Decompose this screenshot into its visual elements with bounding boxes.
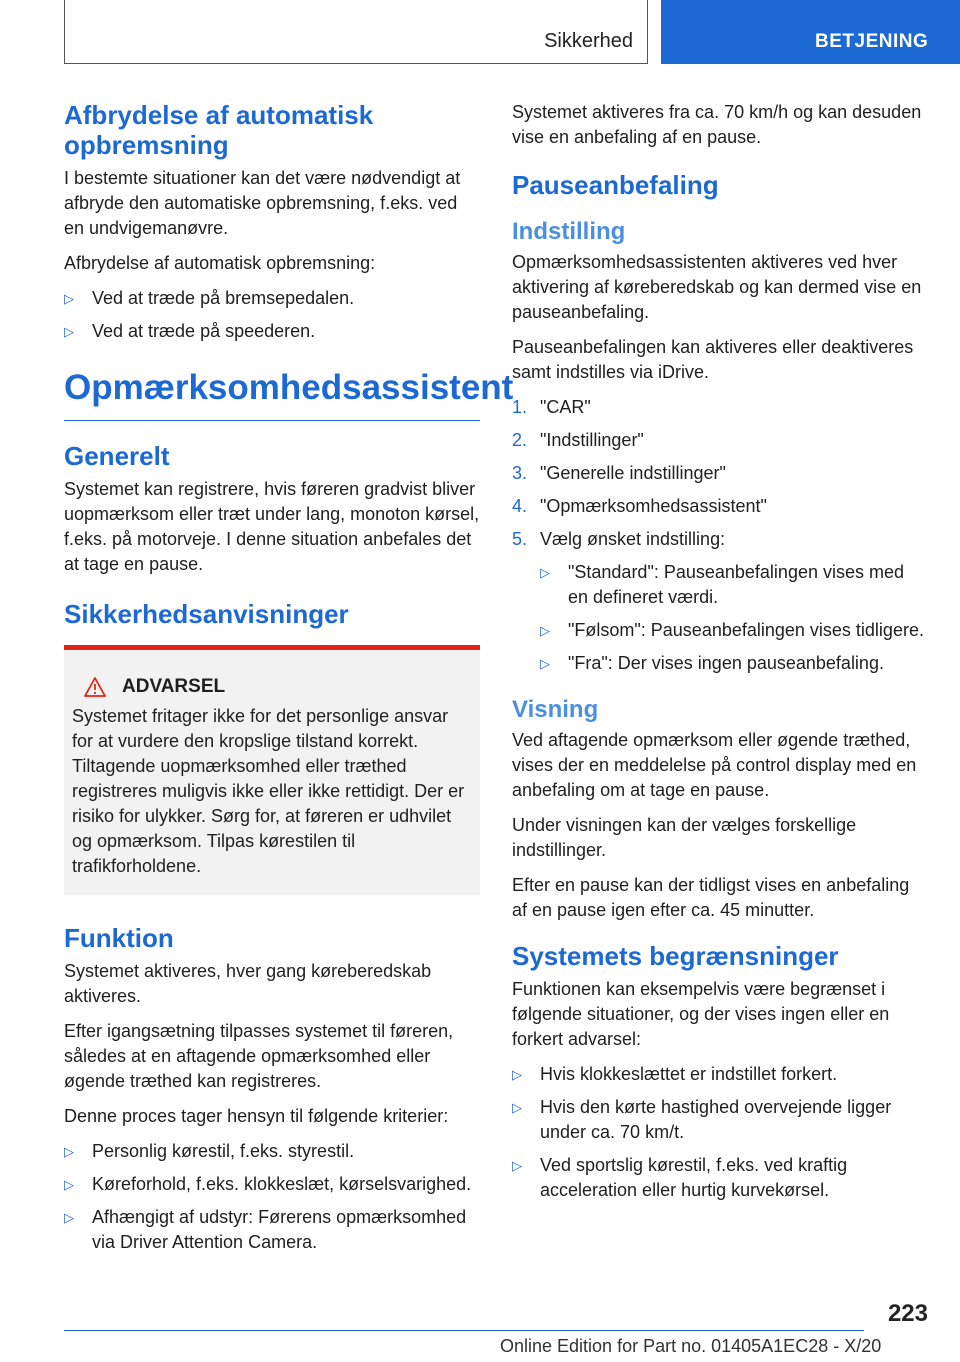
- paragraph: Efter igangsætning tilpasses systemet til føreren, således at en aftagende opmærksomhed eller øgende træthed kan registreres.: [64, 1021, 454, 1091]
- paragraph: Denne proces tager hensyn til følgende kriterier:: [64, 1106, 449, 1126]
- heading-funktion: Funktion: [64, 923, 174, 953]
- triangle-bullet-icon: ▷: [540, 565, 550, 580]
- heading-sikkerhed: Sikkerhedsanvisninger: [64, 599, 349, 629]
- list-item: ▷ Ved at træde på speederen.: [64, 319, 480, 344]
- heading-afbrydelse: Afbrydelse af automatisk opbremsning: [64, 100, 374, 160]
- page-number: 223: [887, 1300, 928, 1327]
- list-item: 1. "CAR": [512, 397, 591, 417]
- paragraph: Pauseanbefalingen kan aktiveres eller deaktiveres samt indstilles via iDrive.: [512, 337, 914, 382]
- list-item: ▷ Ved sportslig kørestil, f.eks. ved kraftig acceleration eller hurtig kurvekørsel.: [512, 1155, 848, 1200]
- triangle-bullet-icon: ▷: [64, 324, 74, 339]
- afbrydelse-list: [64, 286, 480, 344]
- warning-triangle-icon: [84, 677, 106, 697]
- list-item: 3. "Generelle indstillinger": [512, 463, 726, 483]
- heading-indstilling: Indstilling: [512, 218, 626, 245]
- warning-box: [64, 645, 480, 895]
- triangle-bullet-icon: ▷: [64, 1210, 74, 1225]
- triangle-bullet-icon: ▷: [64, 291, 74, 306]
- header-chapter-title: BETJENING: [815, 31, 929, 52]
- steps-list: [512, 395, 928, 676]
- left-column: [64, 100, 514, 1265]
- paragraph: Funktionen kan eksempelvis være begrænset i følgende situationer, og der vises ingen eller en forkert advarsel:: [512, 979, 890, 1049]
- paragraph: I bestemte situationer kan det være nødvendigt at afbryde den automatiske opbremsning, f.eks. ved en undvigemanøvre.: [64, 168, 461, 238]
- begraensninger-list: [512, 1062, 928, 1203]
- triangle-bullet-icon: ▷: [540, 656, 550, 671]
- header-chapter-tab: [661, 0, 960, 64]
- footer-divider: [64, 1330, 864, 1331]
- paragraph: Opmærksomhedsassistenten aktiveres ved hver aktivering af køreberedskab og kan dermed vise en pauseanbefaling.: [512, 252, 922, 322]
- paragraph: Systemet aktiveres, hver gang køreberedskab aktiveres.: [64, 961, 432, 1006]
- list-item: ▷ Afhængigt af udstyr: Førerens opmærksomhed via Driver Attention Camera.: [64, 1207, 467, 1252]
- triangle-bullet-icon: ▷: [512, 1158, 522, 1173]
- triangle-bullet-icon: ▷: [540, 623, 550, 638]
- list-item: 4. "Opmærksomhedsassistent": [512, 496, 767, 516]
- list-item: ▷ Hvis klokkeslættet er indstillet forkert.: [512, 1062, 928, 1087]
- warning-text: Systemet fritager ikke for det personlige ansvar for at vurdere den kropslige tilstand korrekt. Tiltagende uopmærksomhed eller træthed registreres muligvis ikke eller ikke rettidigt. Der er risiko for ulykker. Sørg for, at føreren er udhvilet og opmærksom. Tilpas kørestilen til trafikforholdene.: [72, 706, 465, 876]
- heading-pause: Pauseanbefaling: [512, 170, 719, 200]
- triangle-bullet-icon: ▷: [64, 1144, 74, 1159]
- paragraph: Ved aftagende opmærksom eller øgende træthed, vises der en meddelelse på control display med en anbefaling om at tage en pause.: [512, 730, 917, 800]
- list-item: ▷ Køreforhold, f.eks. klokkeslæt, kørselsvarighed.: [64, 1172, 480, 1197]
- list-item: ▷ Ved at træde på bremsepedalen.: [64, 286, 480, 311]
- main-heading: Opmærksomhedsassistent: [64, 368, 514, 407]
- footer-edition: Online Edition for Part no. 01405A1EC28 - X/20: [500, 1336, 882, 1356]
- heading-divider: [64, 420, 480, 421]
- list-item: ▷ "Fra": Der vises ingen pauseanbefaling.: [540, 651, 928, 676]
- list-item: 2. "Indstillinger": [512, 430, 644, 450]
- funktion-list: [64, 1139, 480, 1255]
- heading-visning: Visning: [512, 696, 599, 723]
- paragraph: Systemet kan registrere, hvis føreren gradvist bliver uopmærksom eller træt under lang, monoton kørsel, f.eks. på motorveje. I denne situation anbefales det at tage en pause.: [64, 479, 480, 574]
- heading-begraensninger: Systemets begrænsninger: [512, 941, 839, 971]
- triangle-bullet-icon: ▷: [512, 1100, 522, 1115]
- paragraph: Afbrydelse af automatisk opbremsning:: [64, 253, 376, 273]
- header-section-title: Sikkerhed: [544, 30, 633, 52]
- list-item: ▷ "Følsom": Pauseanbefalingen vises tidligere.: [540, 618, 928, 643]
- paragraph: Efter en pause kan der tidligst vises en anbefaling af en pause igen efter ca. 45 minutter.: [512, 875, 910, 920]
- heading-generelt: Generelt: [64, 441, 170, 471]
- paragraph: Systemet aktiveres fra ca. 70 km/h og kan desuden vise en anbefaling af en pause.: [512, 102, 922, 147]
- list-item: ▷ Personlig kørestil, f.eks. styrestil.: [64, 1139, 480, 1164]
- right-column: [512, 100, 928, 1213]
- header-section-box: [64, 0, 648, 64]
- list-item: 5. Vælg ønsket indstilling:: [512, 529, 726, 549]
- triangle-bullet-icon: ▷: [64, 1177, 74, 1192]
- list-item: ▷ Hvis den kørte hastighed overvejende ligger under ca. 70 km/t.: [512, 1097, 892, 1142]
- warning-title: ADVARSEL: [122, 676, 226, 697]
- triangle-bullet-icon: ▷: [512, 1067, 522, 1082]
- list-item: ▷ "Standard": Pauseanbefalingen vises med en defineret værdi.: [540, 562, 904, 607]
- paragraph: Under visningen kan der vælges forskellige indstillinger.: [512, 815, 857, 860]
